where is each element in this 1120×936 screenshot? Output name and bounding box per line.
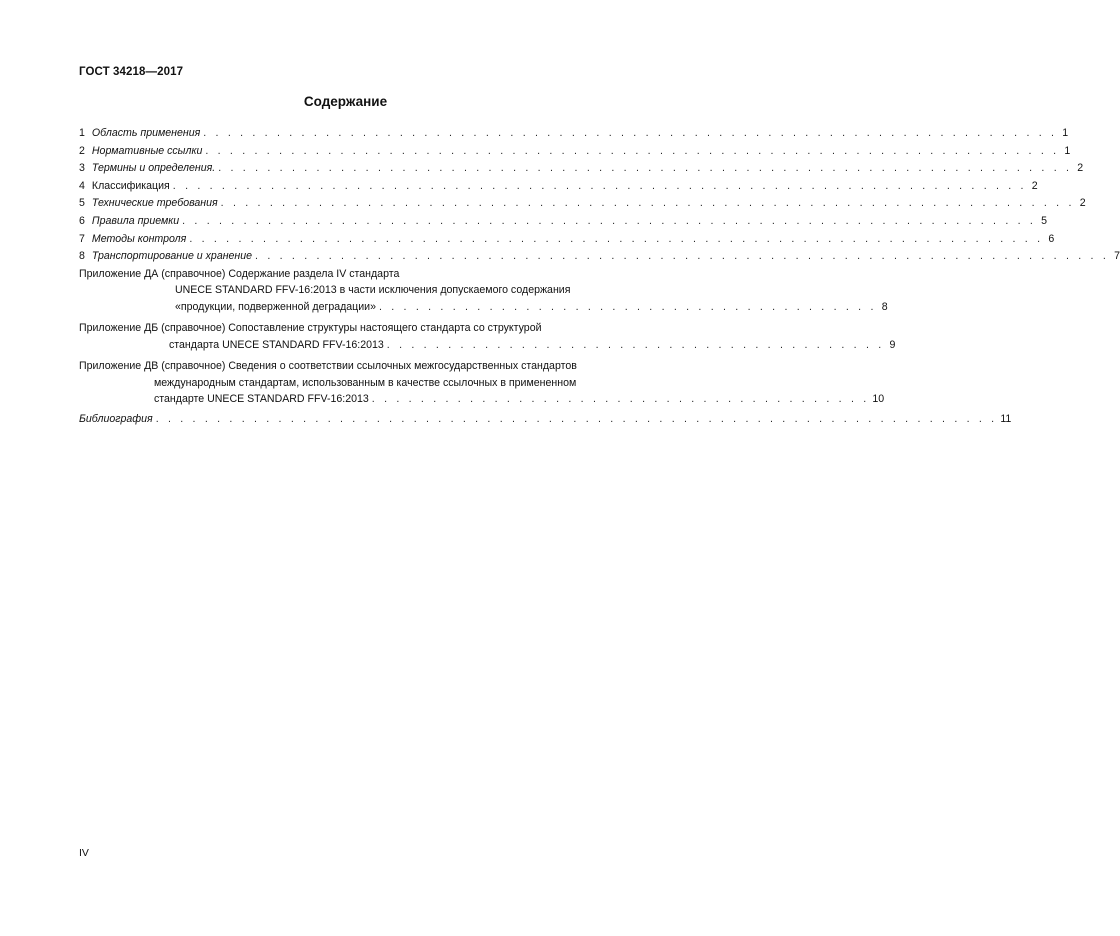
table-of-contents — [79, 125, 1120, 428]
page-number: IV — [79, 847, 89, 859]
toc-dot-leader: . . . . . . . . . . . . . . . . . . . . . . . . . . . . . . . . . . . . . . . . . . . . . . . . . . . . . . . . . . . . . . . . . . . . . . — [172, 179, 1027, 192]
toc-entry[interactable] — [79, 213, 1048, 231]
toc-dot-leader: . . . . . . . . . . . . . . . . . . . . . . . . . . . . . . . . . . . . . . . . . . . . . . . . . . . . . . . . . . . . . . . . . . . . . . — [255, 250, 1109, 263]
toc-entry[interactable] — [79, 160, 1084, 178]
toc-entry-label: Правила приемки — [91, 214, 180, 227]
toc-entry-number: 6 — [79, 214, 85, 227]
bibliography-page: 11 — [1000, 412, 1012, 425]
toc-entry-number: 4 — [79, 179, 85, 192]
appendix-da-line1: Приложение ДА (справочное) Содержание раздела IV стандарта — [79, 267, 400, 280]
toc-entry-number: 5 — [79, 197, 85, 210]
toc-entry-number: 7 — [79, 232, 85, 245]
toc-bibliography[interactable] — [79, 411, 1012, 429]
toc-entry-page: 1 — [1062, 127, 1069, 139]
appendix-db-line2: стандарта UNECE STANDARD FFV-16:2013 — [169, 338, 384, 351]
toc-dot-leader: . . . . . . . . . . . . . . . . . . . . . . . . . . . . . . . . . . . . . . . . . — [371, 392, 870, 405]
toc-entry-label: Область применения — [91, 127, 201, 139]
bibliography-label: Библиография — [79, 412, 153, 425]
toc-dot-leader: . . . . . . . . . . . . . . . . . . . . . . . . . . . . . . . . . . . . . . . . . . . . . . . . . . . . . . . . . . . . . . . . . . . . . . — [220, 197, 1075, 210]
toc-entry-label: Нормативные ссылки — [91, 144, 203, 157]
toc-entry[interactable] — [79, 178, 1038, 196]
toc-dot-leader: . . . . . . . . . . . . . . . . . . . . . . . . . . . . . . . . . . . . . . . . . . . . . . . . . . . . . . . . . . . . . . . . . . . . . . — [218, 162, 1073, 175]
toc-entry[interactable] — [79, 143, 1071, 161]
toc-entry-label: Транспортирование и хранение — [91, 250, 253, 263]
toc-entry-label: Методы контроля — [91, 232, 187, 245]
toc-entry-page: 5 — [1041, 214, 1048, 227]
appendix-da-line2: UNECE STANDARD FFV-16:2013 в части исключения допускаемого содержания — [175, 284, 571, 297]
toc-entry[interactable] — [79, 248, 1120, 266]
appendix-db-page: 9 — [889, 338, 896, 351]
appendix-da-line3: «продукции, подверженной деградации» — [175, 300, 376, 313]
appendix-dv-line2: международным стандартам, использованным в качестве ссылочных в примененном — [154, 376, 577, 389]
toc-entry-number: 1 — [79, 127, 85, 139]
toc-entry[interactable] — [79, 125, 1069, 143]
toc-entry-label: Термины и определения. — [91, 162, 216, 175]
toc-entry-number: 8 — [79, 250, 85, 263]
appendix-da-page: 8 — [881, 300, 888, 313]
toc-section-list — [79, 125, 1120, 266]
appendix-db-line1: Приложение ДБ (справочное) Сопоставление структуры настоящего стандарта со структурой — [79, 322, 542, 335]
toc-dot-leader: . . . . . . . . . . . . . . . . . . . . . . . . . . . . . . . . . . . . . . . . . . . . . . . . . . . . . . . . . . . . . . . . . . . . . . — [182, 214, 1037, 227]
toc-entry-number: 3 — [79, 162, 85, 175]
toc-appendix-da[interactable] — [79, 266, 888, 316]
toc-entry-page: 2 — [1031, 179, 1038, 192]
appendix-dv-line3: стандарте UNECE STANDARD FFV-16:2013 — [154, 392, 369, 405]
toc-entry-page: 6 — [1048, 232, 1055, 245]
page-title: Содержание — [303, 94, 388, 109]
standard-header: ГОСТ 34218—2017 — [79, 66, 184, 78]
toc-entry-page: 1 — [1064, 144, 1071, 157]
toc-dot-leader: . . . . . . . . . . . . . . . . . . . . . . . . . . . . . . . . . . . . . . . . . . . . . . . . . . . . . . . . . . . . . . . . . . . . . . — [203, 127, 1058, 139]
toc-dot-leader: . . . . . . . . . . . . . . . . . . . . . . . . . . . . . . . . . . . . . . . . . . . . . . . . . . . . . . . . . . . . . . . . . . . . . . — [189, 232, 1044, 245]
toc-dot-leader: . . . . . . . . . . . . . . . . . . . . . . . . . . . . . . . . . . . . . . . . . — [386, 338, 885, 351]
toc-dot-leader: . . . . . . . . . . . . . . . . . . . . . . . . . . . . . . . . . . . . . . . . . . . . . . . . . . . . . . . . . . . . . . . . . . . . . . — [205, 144, 1060, 157]
toc-appendix-dv[interactable] — [79, 358, 885, 408]
toc-dot-leader: . . . . . . . . . . . . . . . . . . . . . . . . . . . . . . . . . . . . . . . . . — [378, 300, 877, 313]
appendix-dv-line1: Приложение ДВ (справочное) Сведения о соответствии ссылочных межгосударственных стандартов — [79, 360, 577, 373]
toc-entry-number: 2 — [79, 144, 85, 157]
toc-entry[interactable] — [79, 195, 1086, 213]
toc-appendix-db[interactable] — [79, 320, 896, 354]
toc-entry[interactable] — [79, 231, 1055, 249]
toc-entry-label: Классификация — [91, 179, 170, 192]
toc-entry-page: 7 — [1114, 250, 1120, 263]
toc-entry-page: 2 — [1079, 197, 1086, 210]
toc-entry-page: 2 — [1077, 162, 1084, 175]
toc-dot-leader: . . . . . . . . . . . . . . . . . . . . . . . . . . . . . . . . . . . . . . . . . . . . . . . . . . . . . . . . . . . . . . . . . . . . . — [155, 412, 998, 425]
appendix-dv-page: 10 — [872, 392, 885, 405]
toc-entry-label: Технические требования — [91, 197, 218, 210]
